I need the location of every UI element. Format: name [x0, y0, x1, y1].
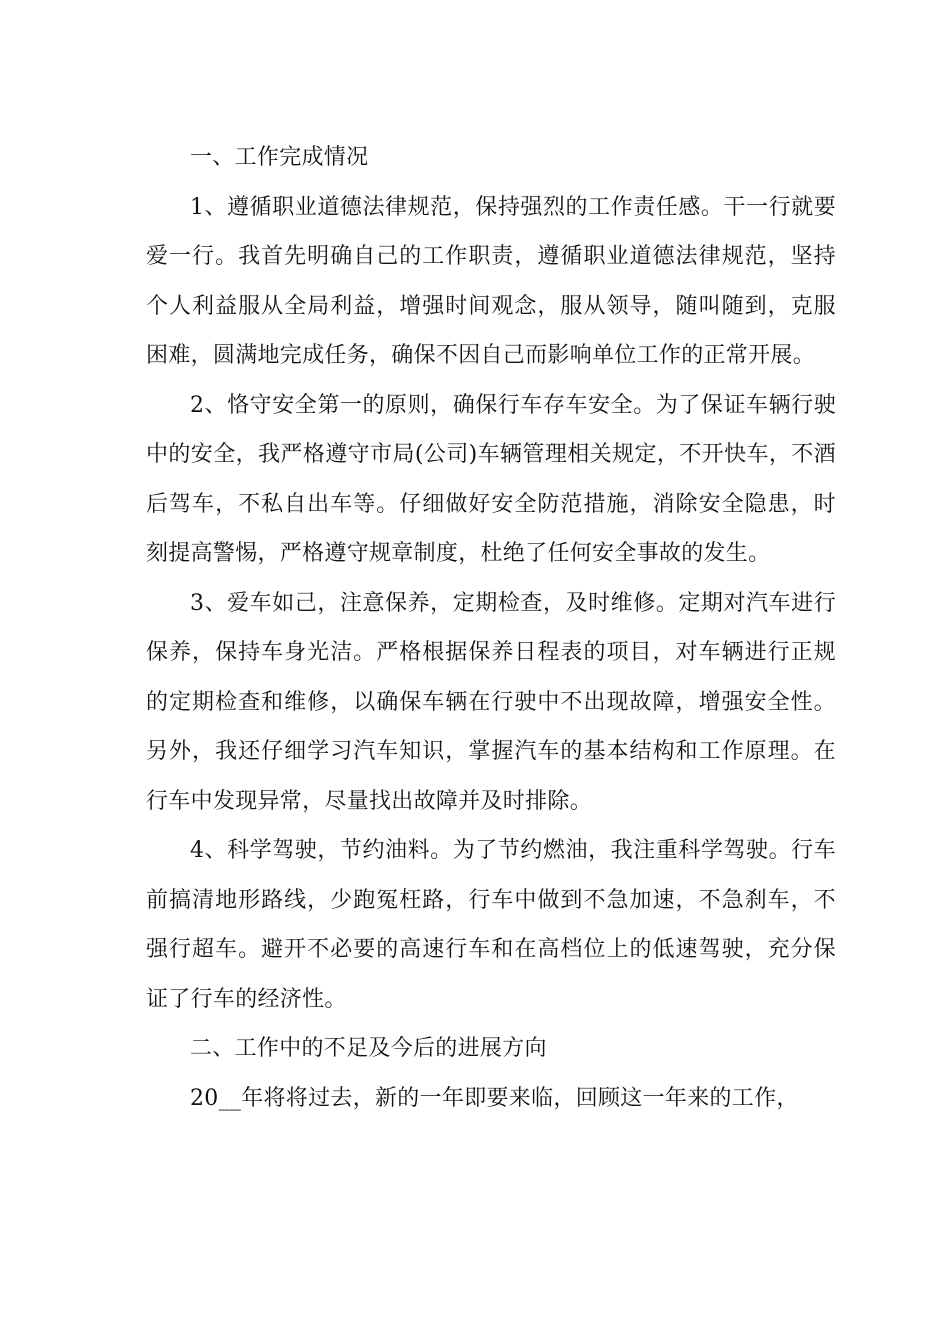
section-heading-1: 一、工作完成情况: [190, 145, 369, 170]
paragraph-5: 20__年将将过去，新的一年即要来临，回顾这一年来的工作，: [190, 1085, 799, 1111]
paragraph-1: 1、遵循职业道德法律规范，保持强烈的工作责任感。干一行就要爱一行。我首先明确自己的工作职责，遵循职业道德法律规范，坚持个人利益服从全局利益，增强时间观念，服从领导，随叫随到，克服困难，圆满地完成任务，确保不因自己而影响单位工作的正常开展。: [146, 194, 836, 368]
paragraph-2: 2、恪守安全第一的原则，确保行车存车安全。为了保证车辆行驶中的安全，我严格遵守市局(公司)车辆管理相关规定，不开快车，不酒后驾车，不私自出车等。仔细做好安全防范措施，消除安全隐患，时刻提高警惕，严格遵守规章制度，杜绝了任何安全事故的发生。: [146, 392, 836, 566]
paragraph-4: 4、科学驾驶，节约油料。为了节约燃油，我注重科学驾驶。行车前搞清地形路线，少跑冤枉路，行车中做到不急加速，不急刹车，不强行超车。避开不必要的高速行车和在高档位上的低速驾驶，充分保证了行车的经济性。: [146, 838, 836, 1012]
section-heading-2: 二、工作中的不足及今后的进展方向: [190, 1036, 547, 1061]
paragraph-3: 3、爱车如己，注意保养，定期检查，及时维修。定期对汽车进行保养，保持车身光洁。严格根据保养日程表的项目，对车辆进行正规的定期检查和维修，以确保车辆在行驶中不出现故障，增强安全性。另外，我还仔细学习汽车知识，掌握汽车的基本结构和工作原理。在行车中发现异常，尽量找出故障并及时排除。: [146, 590, 836, 814]
document-body: [146, 133, 836, 1123]
